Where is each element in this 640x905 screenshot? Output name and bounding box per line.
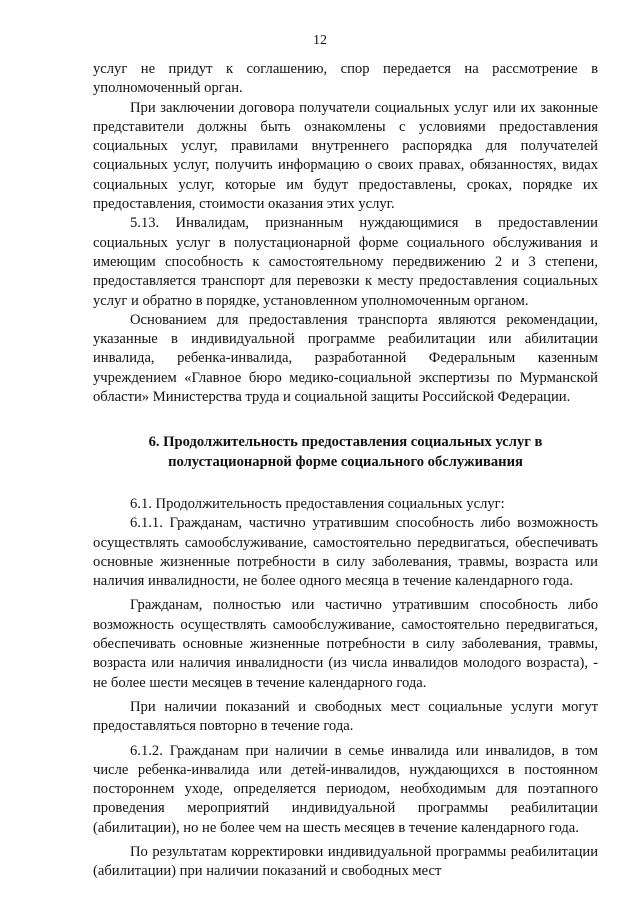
document-body — [93, 60, 598, 882]
section-heading-line: полустационарной форме социального обслуживания — [168, 453, 523, 470]
paragraph: Гражданам, полностью или частично утратившим способность либо возможность осуществлять самообслуживание, самостоятельно передвигаться, обеспечивать основные жизненные потребности в силу заболевания, травмы, возраста или наличия инвалидности (из числа инвалидов молодого возраста), - не более шести месяцев в течение календарного года. — [93, 597, 598, 691]
paragraph: Основанием для предоставления транспорта являются рекомендации, указанные в индивидуальной программе реабилитации или абилитации инвалида, ребенка-инвалида, разработанной Федеральным казенным учреждением «Главное бюро медико-социальной экспертизы по Мурманской области» Министерства труда и социальной защиты Российской Федерации. — [93, 311, 598, 406]
paragraph: 6.1.1. Гражданам, частично утратившим способность либо возможность осуществлять самообслуживание, самостоятельно передвигаться, обеспечивать основные жизненные потребности в силу заболевания, травмы, возраста или наличия инвалидности, не более одного месяца в течение календарного года. — [93, 515, 598, 590]
paragraph: При заключении договора получатели социальных услуг или их законные представители должны быть ознакомлены с условиями предоставления социальных услуг, правилами внутреннего распорядка для получателей социальных услуг, получить информацию о своих правах, обязанностях, видах социальных услуг, которые им будут предоставлены, сроках, порядке их предоставления, стоимости оказания этих услуг. — [93, 99, 598, 213]
paragraph: По результатам корректировки индивидуальной программы реабилитации (абилитации) при наличии показаний и свободных мест — [93, 843, 598, 880]
section-heading — [93, 433, 598, 472]
paragraph: 6.1. Продолжительность предоставления социальных услуг: — [130, 495, 505, 512]
paragraph: услуг не придут к соглашению, спор передается на рассмотрение в уполномоченный орган. — [93, 61, 598, 97]
paragraph: 6.1.2. Гражданам при наличии в семье инвалида или инвалидов, в том числе ребенка-инвалида или детей-инвалидов, нуждающихся в постоянном постороннем уходе, определяется периодом, необходимым для поэтапного проведения мероприятий индивидуальной программы реабилитации (абилитации), но не более чем на шесть месяцев в течение календарного года. — [93, 742, 598, 836]
page-number: 12 — [313, 33, 327, 48]
paragraph: 5.13. Инвалидам, признанным нуждающимися в предоставлении социальных услуг в полустационарной форме социального обслуживания и имеющим способность к самостоятельному передвижению 2 и 3 степени, предоставляется транспорт для перевозки к месту предоставления социальных услуг и обратно в порядке, установленном уполномоченным органом. — [93, 215, 598, 309]
paragraph: При наличии показаний и свободных мест социальные услуги могут предоставляться повторно в течение года. — [93, 698, 598, 735]
section-heading-line: 6. Продолжительность предоставления социальных услуг в — [148, 434, 543, 451]
